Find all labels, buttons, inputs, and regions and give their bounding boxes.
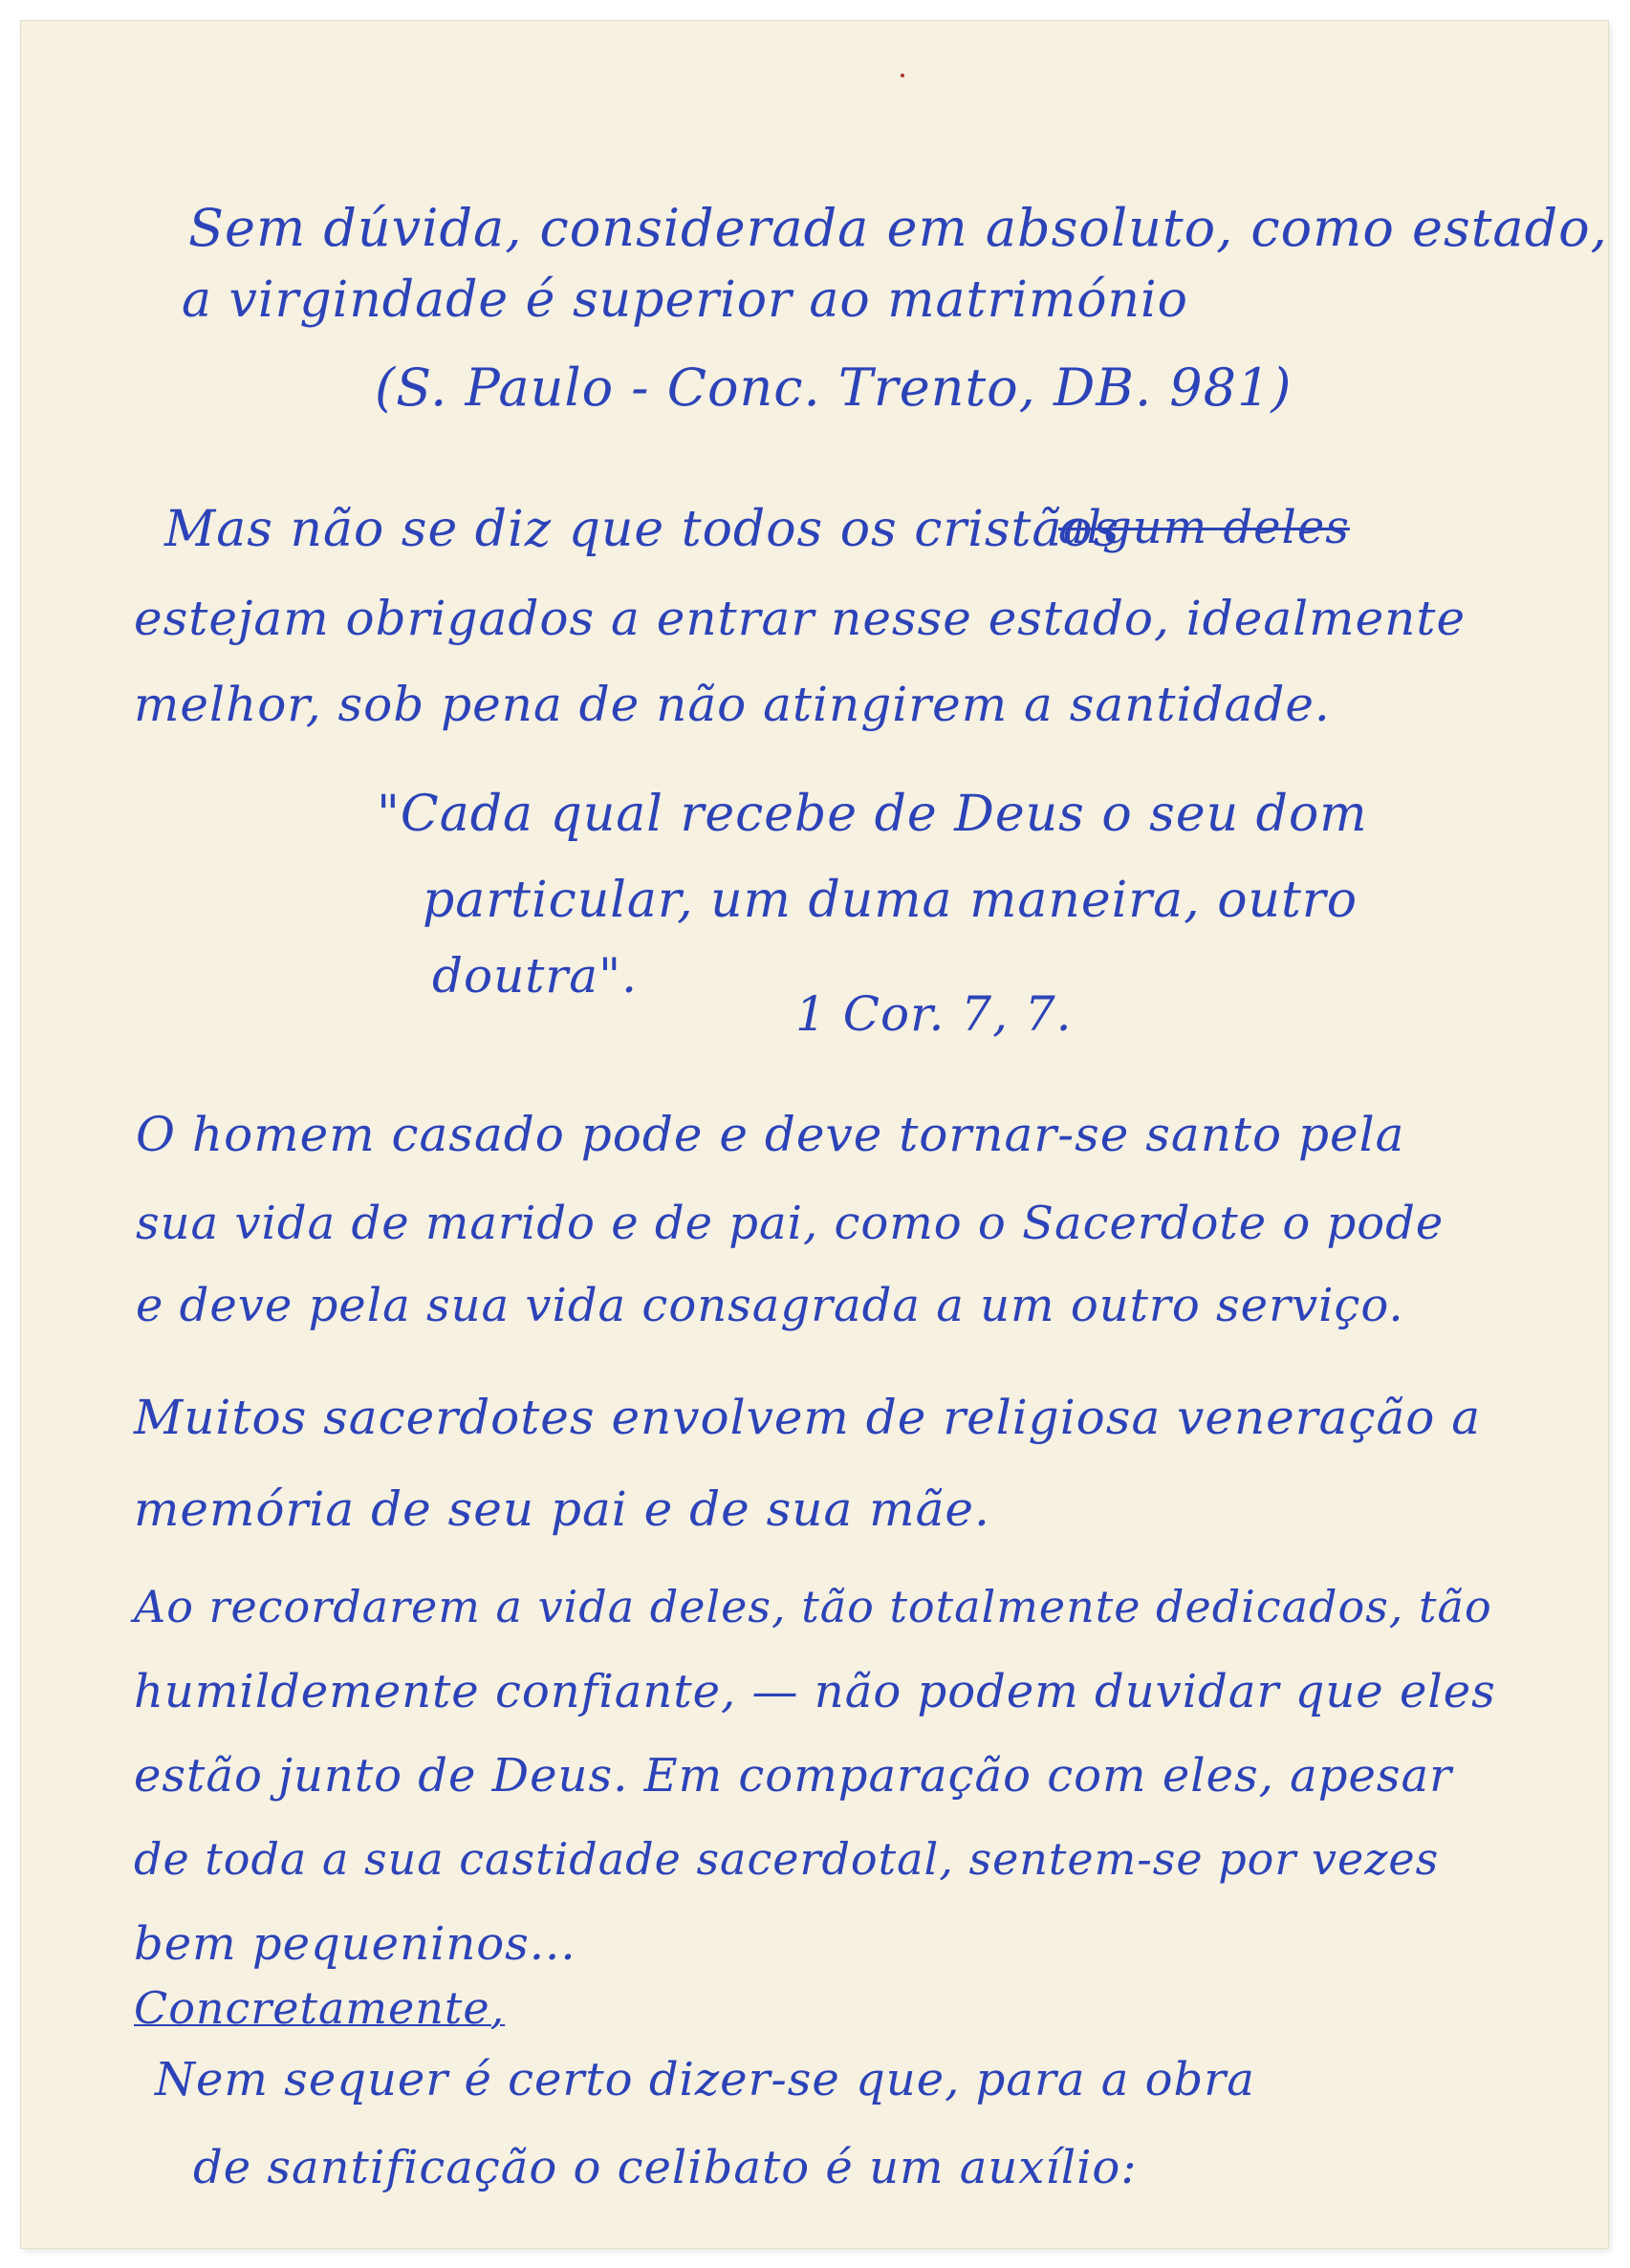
handwritten-line-18: Nem sequer é certo dizer-se que, para a obra bbox=[155, 2053, 1255, 2106]
handwritten-line-14: estão junto de Deus. Em comparação com eles, apesar bbox=[134, 1749, 1453, 1803]
quotation-line-3: doutra". bbox=[432, 948, 639, 1004]
handwritten-line-1: Sem dúvida, considerada em absoluto, como estado, bbox=[188, 198, 1608, 258]
handwritten-line-10: Muitos sacerdotes envolvem de religiosa veneração a bbox=[134, 1390, 1482, 1445]
bible-reference: 1 Cor. 7, 7. bbox=[795, 986, 1073, 1042]
handwritten-line-2: a virgindade é superior ao matrimónio bbox=[182, 271, 1188, 329]
handwritten-line-5: estejam obrigados a entrar nesse estado, idealmente bbox=[134, 591, 1467, 646]
quotation-line-1: "Cada qual recebe de Deus o seu dom bbox=[377, 786, 1368, 843]
handwritten-line-12: Ao recordarem a vida deles, tão totalmente dedicados, tão bbox=[134, 1581, 1492, 1632]
ink-dot bbox=[901, 74, 904, 77]
handwritten-line-17: Concretamente, bbox=[134, 1982, 506, 2034]
struck-out-words: algum deles bbox=[1058, 501, 1350, 554]
quotation-line-2: particular, um duma maneira, outro bbox=[423, 872, 1358, 929]
handwritten-line-16: bem pequeninos... bbox=[134, 1917, 576, 1971]
handwritten-page bbox=[21, 21, 1608, 2248]
handwritten-line-13: humildemente confiante, — não podem duvidar que eles bbox=[134, 1665, 1496, 1718]
handwritten-line-8: sua vida de marido e de pai, como o Sacerdote o pode bbox=[136, 1197, 1445, 1250]
handwritten-line-6: melhor, sob pena de não atingirem a santidade. bbox=[134, 677, 1331, 732]
handwritten-line-3: (S. Paulo - Conc. Trento, DB. 981) bbox=[375, 357, 1293, 418]
handwritten-line-4: Mas não se diz que todos os cristãos bbox=[164, 501, 1120, 558]
handwritten-line-15: de toda a sua castidade sacerdotal, sentem-se por vezes bbox=[134, 1833, 1440, 1885]
handwritten-line-9: e deve pela sua vida consagrada a um outro serviço. bbox=[136, 1279, 1404, 1332]
handwritten-line-7: O homem casado pode e deve tornar-se santo pela bbox=[136, 1107, 1405, 1162]
handwritten-line-19: de santificação o celibato é um auxílio: bbox=[193, 2141, 1138, 2194]
handwritten-line-11: memória de seu pai e de sua mãe. bbox=[134, 1481, 990, 1537]
